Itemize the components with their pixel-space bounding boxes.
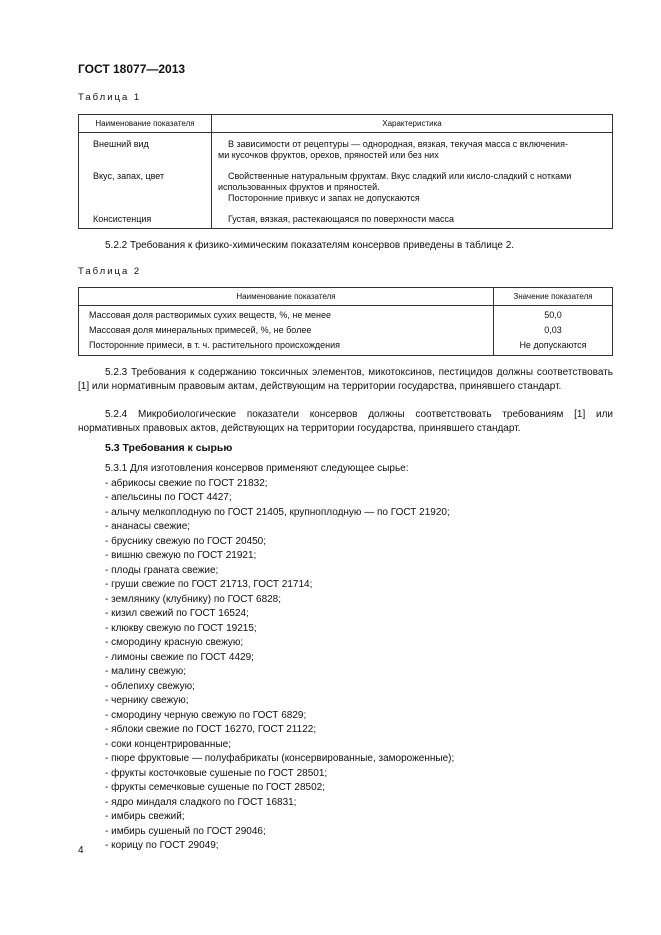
- table-row: [79, 206, 613, 229]
- list-item: - фрукты семечковые сушеные по ГОСТ 28502;: [105, 782, 325, 793]
- list-item: - землянику (клубнику) по ГОСТ 6828;: [105, 593, 282, 605]
- list-item: - яблоки свежие по ГОСТ 16270, ГОСТ 21122;: [105, 724, 317, 735]
- list-item: - кизил свежий по ГОСТ 16524;: [105, 608, 249, 619]
- table1-col-characteristic-header: Характеристика: [212, 115, 613, 133]
- table2-col-value-header: Значение показателя: [494, 288, 613, 306]
- table1-row-characteristic: [212, 163, 613, 206]
- table-row: [79, 163, 613, 206]
- document-header: ГОСТ 18077—2013: [78, 62, 186, 76]
- table1-header-row: [79, 115, 613, 133]
- list-item: - имбирь свежий;: [105, 811, 185, 822]
- list-item: - смородину черную свежую по ГОСТ 6829;: [105, 709, 307, 721]
- table2-row-value: 0,03: [494, 323, 613, 338]
- list-item: - груши свежие по ГОСТ 21713, ГОСТ 21714;: [105, 579, 313, 590]
- list-item: - соки концентрированные;: [105, 738, 231, 750]
- table-row: [79, 133, 613, 164]
- table1-cell-line: использованных фруктов и пряностей.: [218, 182, 380, 192]
- table1: [78, 114, 613, 229]
- table1-row-name: Внешний вид: [79, 133, 212, 164]
- list-item: - абрикосы свежие по ГОСТ 21832;: [105, 477, 268, 489]
- table1-cell-line: Густая, вязкая, растекающаяся по поверхности масса: [228, 214, 455, 224]
- table1-cell-line: В зависимости от рецептуры — однородная, вязкая, текучая масса с включения-: [228, 139, 568, 149]
- list-item: - алычу мелкоплодную по ГОСТ 21405, крупноплодную — по ГОСТ 21920;: [105, 506, 450, 518]
- page-number: 4: [78, 845, 84, 856]
- table2-col-name-header: Наименование показателя: [79, 288, 494, 306]
- table-row: [79, 338, 613, 356]
- list-item: - облепиху свежую;: [105, 680, 195, 692]
- paragraph-5-2-4: 5.2.4 Микробиологические показатели консервов должны соответствовать требованиям [1] или нормативных правовых актов, действующих на территории государства, принявшего стандарт.: [78, 409, 613, 434]
- table1-row-characteristic: [212, 206, 613, 229]
- table2-caption: Таблица 2: [78, 266, 142, 277]
- table2-row-name: Массовая доля минеральных примесей, %, не более: [79, 323, 494, 338]
- table2-row-value: Не допускаются: [494, 338, 613, 356]
- list-item: - бруснику свежую по ГОСТ 20450;: [105, 535, 267, 547]
- raw-materials-list: [105, 462, 454, 854]
- table-row: [79, 323, 613, 338]
- table2-row-value: 50,0: [494, 306, 613, 324]
- list-item: - пюре фруктовые — полуфабрикаты (консервированные, замороженные);: [105, 753, 455, 764]
- list-intro: 5.3.1 Для изготовления консервов применяют следующее сырье:: [105, 463, 409, 474]
- table1-caption: Таблица 1: [78, 92, 142, 103]
- table1-cell-line: Посторонние привкус и запах не допускаются: [228, 193, 420, 203]
- table2: [78, 287, 613, 356]
- list-item: - апельсины по ГОСТ 4427;: [105, 492, 232, 503]
- paragraph-5-2-2: 5.2.2 Требования к физико-химическим показателям консервов приведены в таблице 2.: [105, 240, 515, 251]
- table2-row-name: Массовая доля растворимых сухих веществ, %, не менее: [79, 306, 494, 324]
- table1-row-name: Вкус, запах, цвет: [79, 163, 212, 206]
- list-item: - смородину красную свежую;: [105, 637, 244, 648]
- table1-col-name-header: Наименование показателя: [79, 115, 212, 133]
- section-heading-5-3: 5.3 Требования к сырью: [105, 442, 233, 454]
- list-item: - клюкву свежую по ГОСТ 19215;: [105, 622, 257, 634]
- table2-header-row: [79, 288, 613, 306]
- list-item: - чернику свежую;: [105, 695, 189, 706]
- list-item: - вишню свежую по ГОСТ 21921;: [105, 550, 257, 561]
- list-item: - плоды граната свежие;: [105, 564, 219, 576]
- list-item: - малину свежую;: [105, 666, 186, 677]
- table-row: [79, 306, 613, 324]
- table2-row-name: Посторонние примеси, в т. ч. растительного происхождения: [79, 338, 494, 356]
- list-item: - ананасы свежие;: [105, 521, 191, 532]
- table1-cell-line: ми кусочков фруктов, орехов, пряностей или без них: [218, 150, 439, 160]
- list-item: - имбирь сушеный по ГОСТ 29046;: [105, 825, 266, 837]
- list-item: - корицу по ГОСТ 29049;: [105, 840, 219, 851]
- list-item: - фрукты косточковые сушеные по ГОСТ 28501;: [105, 767, 328, 779]
- list-item: - ядро миндаля сладкого по ГОСТ 16831;: [105, 796, 297, 808]
- list-item: - лимоны свежие по ГОСТ 4429;: [105, 651, 254, 663]
- table1-row-characteristic: [212, 133, 613, 164]
- table1-cell-line: Свойственные натуральным фруктам. Вкус сладкий или кисло-сладкий с нотками: [228, 171, 572, 181]
- table1-row-name: Консистенция: [79, 206, 212, 229]
- paragraph-5-2-3: 5.2.3 Требования к содержанию токсичных элементов, микотоксинов, пестицидов должны соответствовать [1] или нормативным правовым актам, действующим на территории государства, принявшего стандарт.: [78, 367, 613, 392]
